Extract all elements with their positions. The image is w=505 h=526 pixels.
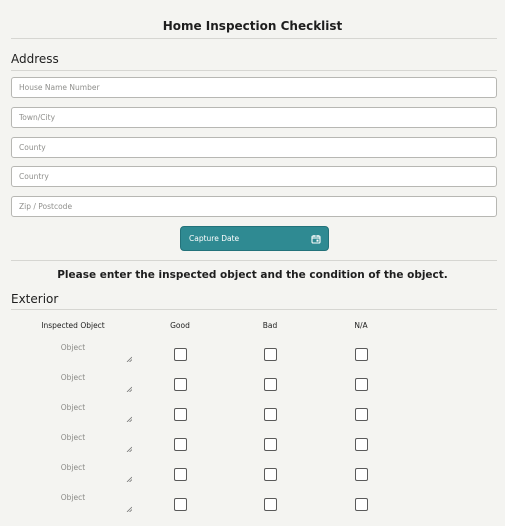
capture-date-button[interactable] (180, 226, 329, 251)
good-checkbox[interactable] (174, 378, 187, 391)
divider (11, 70, 497, 71)
resize-handle-icon[interactable] (126, 356, 132, 362)
inspected-object-input[interactable] (13, 369, 133, 392)
country-input[interactable] (11, 166, 497, 187)
na-checkbox[interactable] (355, 438, 368, 451)
resize-handle-icon[interactable] (126, 386, 132, 392)
column-header-bad: Bad (262, 321, 278, 330)
bad-checkbox[interactable] (264, 468, 277, 481)
resize-handle-icon[interactable] (126, 416, 132, 422)
good-checkbox[interactable] (174, 408, 187, 421)
exterior-heading: Exterior (11, 292, 59, 306)
bad-checkbox[interactable] (264, 378, 277, 391)
table-row (0, 489, 505, 519)
column-header-inspected-object: Inspected Object (41, 321, 105, 330)
bad-checkbox[interactable] (264, 348, 277, 361)
good-checkbox[interactable] (174, 498, 187, 511)
bad-checkbox[interactable] (264, 498, 277, 511)
resize-handle-icon[interactable] (126, 446, 132, 452)
inspected-object-input[interactable] (13, 429, 133, 452)
county-input[interactable] (11, 137, 497, 158)
na-checkbox[interactable] (355, 378, 368, 391)
capture-date-label: Capture Date (189, 234, 240, 243)
table-row (0, 429, 505, 459)
na-checkbox[interactable] (355, 348, 368, 361)
na-checkbox[interactable] (355, 408, 368, 421)
bad-checkbox[interactable] (264, 438, 277, 451)
table-row (0, 459, 505, 489)
table-row (0, 339, 505, 369)
na-checkbox[interactable] (355, 468, 368, 481)
inspected-object-input[interactable] (13, 339, 133, 362)
good-checkbox[interactable] (174, 468, 187, 481)
town-city-input[interactable] (11, 107, 497, 128)
inspected-object-input[interactable] (13, 489, 133, 512)
house-name-number-input[interactable] (11, 77, 497, 98)
inspected-object-input[interactable] (13, 459, 133, 482)
table-row (0, 399, 505, 429)
divider (11, 38, 497, 39)
address-heading: Address (11, 52, 59, 66)
zip-postcode-input[interactable] (11, 196, 497, 217)
divider (11, 309, 497, 310)
inspected-object-input[interactable] (13, 399, 133, 422)
bad-checkbox[interactable] (264, 408, 277, 421)
resize-handle-icon[interactable] (126, 506, 132, 512)
good-checkbox[interactable] (174, 348, 187, 361)
na-checkbox[interactable] (355, 498, 368, 511)
table-row (0, 369, 505, 399)
column-header-na: N/A (354, 321, 368, 330)
divider (11, 260, 497, 261)
good-checkbox[interactable] (174, 438, 187, 451)
form-title: Home Inspection Checklist (162, 19, 343, 33)
instruction-text: Please enter the inspected object and the condition of the object. (57, 269, 448, 281)
column-header-good: Good (170, 321, 190, 330)
calendar-icon (311, 234, 321, 244)
resize-handle-icon[interactable] (126, 476, 132, 482)
